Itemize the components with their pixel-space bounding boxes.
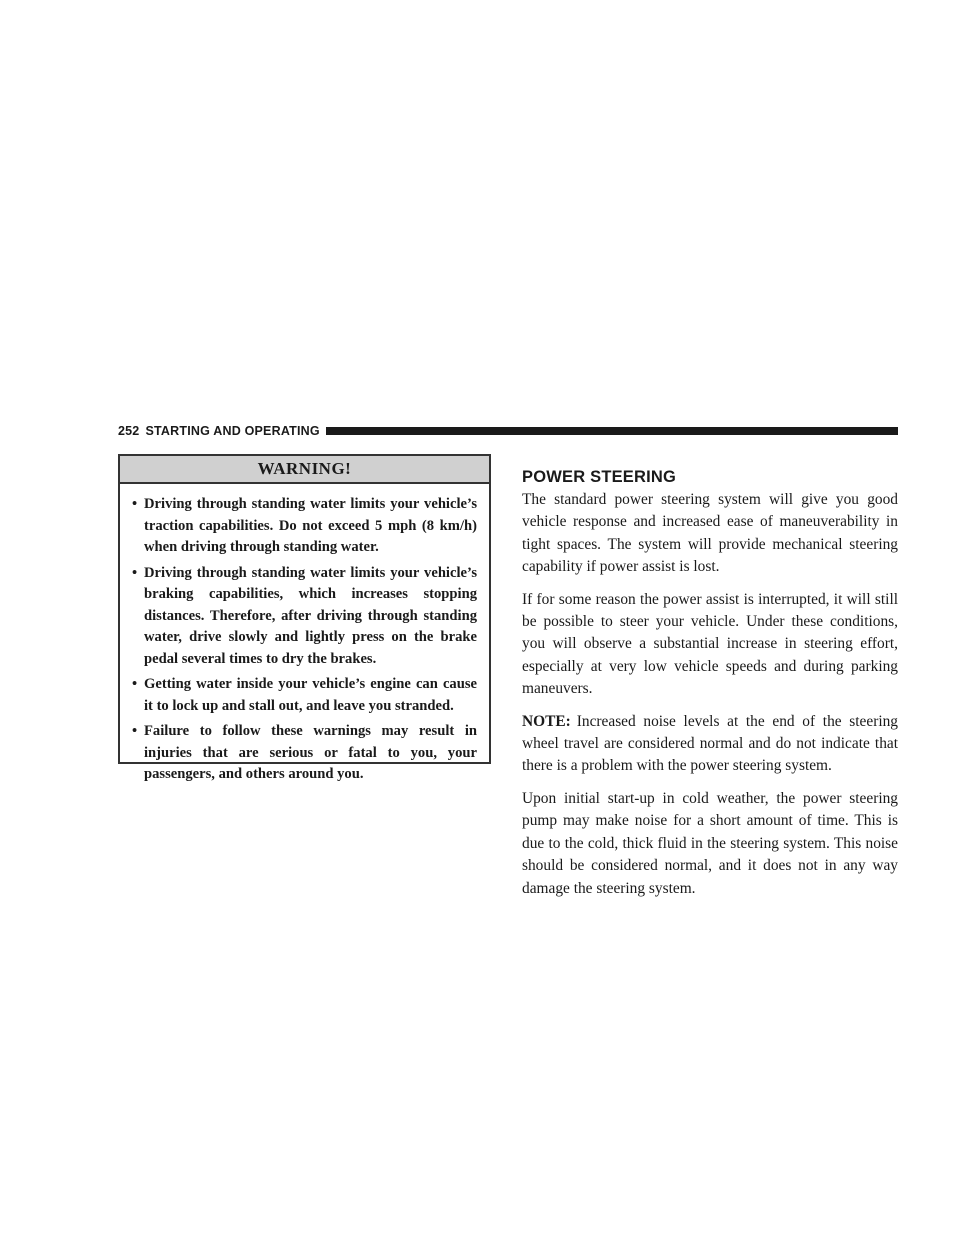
warning-list [120, 484, 489, 786]
warning-box [118, 454, 491, 782]
power-steering-section [522, 466, 898, 910]
note-text: Increased noise levels at the end of the steering wheel travel are considered normal and do not indicate that there is a problem with the power steering system. [522, 712, 898, 775]
bullet-icon: • [132, 496, 138, 512]
section-heading: POWER STEERING [522, 468, 677, 486]
header-rule [326, 427, 898, 435]
warning-item-text: Driving through standing water limits your vehicle’s traction capabilities. Do not exceed 5 mph (8 km/h) when driving through standing water. [144, 496, 477, 555]
warning-item [132, 494, 477, 559]
warning-item [132, 563, 477, 671]
paragraph: If for some reason the power assist is interrupted, it will still be possible to steer your vehicle. Under these conditions, you will observe a substantial increase in steering effort, especially at very low vehicle speeds and during parking maneuvers. [522, 590, 898, 698]
paragraph: The standard power steering system will give you good vehicle response and increased ease of maneuverability in tight spaces. The system will provide mechanical steering capability if power assist is lost. [522, 491, 898, 576]
note-label: NOTE: [522, 712, 571, 730]
paragraph: Upon initial start-up in cold weather, the power steering pump may make noise for a short amount of time. This is due to the cold, thick fluid in the steering system. This noise should be considered normal, and it does not in any way damage the steering system. [522, 789, 898, 897]
warning-item [132, 721, 477, 786]
bullet-icon: • [132, 676, 138, 692]
warning-item-text: Getting water inside your vehicle’s engine can cause it to lock up and stall out, and leave you stranded. [144, 676, 477, 714]
page-header [118, 422, 898, 440]
note-paragraph [522, 711, 898, 778]
warning-item-text: Failure to follow these warnings may result in injuries that are serious or fatal to you, your passengers, and others around you. [144, 723, 477, 782]
warning-item [132, 674, 477, 717]
bullet-icon: • [132, 723, 138, 739]
page-number: 252 [118, 424, 140, 438]
section-title: STARTING AND OPERATING [145, 424, 320, 438]
warning-title: WARNING! [120, 456, 489, 484]
bullet-icon: • [132, 564, 138, 581]
warning-item-text: Driving through standing water limits your vehicle’s braking capabilities, which increases stopping distances. Therefore, after driving through standing water, drive slowly and lightly press on the brake pedal several times to dry the brakes. [144, 564, 477, 667]
